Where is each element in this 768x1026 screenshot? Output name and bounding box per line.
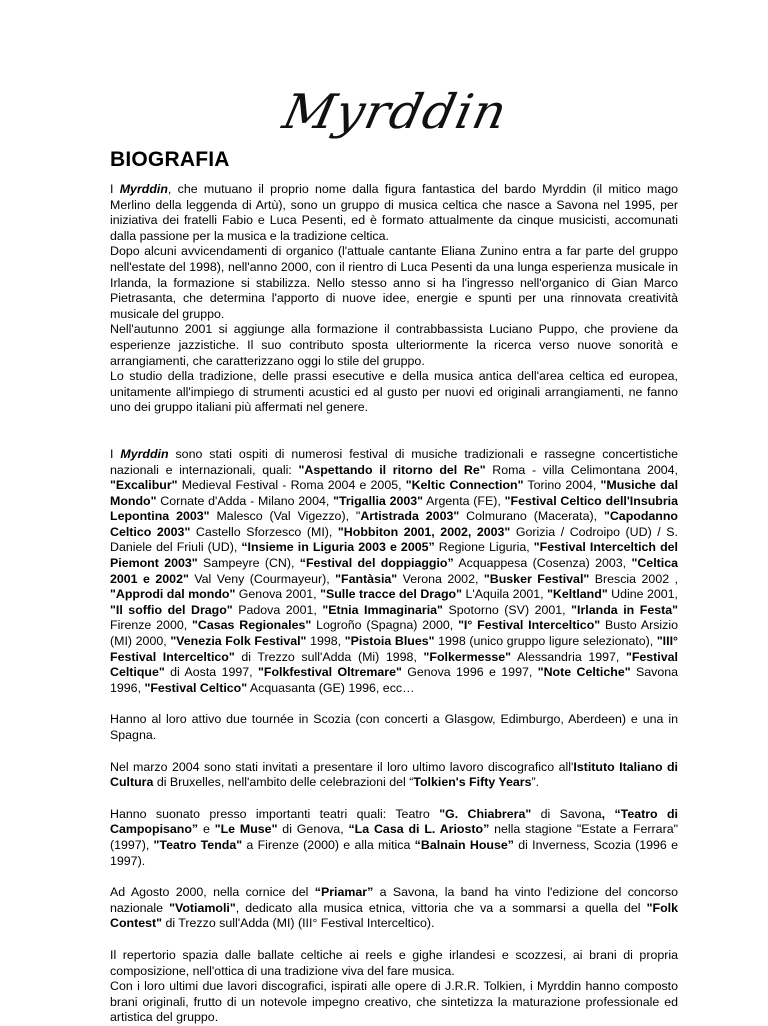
text-run: Savona 1996, <box>110 665 679 695</box>
text-run: Padova 2001, <box>232 602 323 617</box>
text-run: Roma - villa Celimontana 2004, <box>485 462 678 477</box>
bold-text-run: "Note Celtiche" <box>537 665 631 680</box>
bold-text-run: “Priamar” <box>314 885 374 900</box>
bold-text-run: "Venezia Folk Festival" <box>170 634 307 649</box>
text-run: Hanno suonato presso importanti teatri quali: Teatro <box>110 806 440 821</box>
bold-text-run: "Folkermesse" <box>423 649 512 664</box>
bold-text-run: "Trigallia 2003" <box>333 493 424 508</box>
bold-text-run: "Capodanno Celtico 2003" <box>110 509 679 539</box>
bold-text-run: “La Casa di L. Ariosto” <box>348 822 490 837</box>
text-run: Medieval Festival - Roma 2004 e 2005, <box>177 478 406 493</box>
text-run: Torino 2004, <box>523 478 601 493</box>
band-name: Myrddin <box>119 182 168 196</box>
spacer <box>110 744 678 760</box>
bold-text-run: "Festival Celtico" <box>144 680 248 695</box>
text-run: Colmurano (Macerata), <box>459 509 604 524</box>
bold-text-run: "Approdi dal mondo" <box>110 587 236 602</box>
bold-text-run: "Excalibur" <box>110 478 178 493</box>
bold-text-run: “Insieme in Liguria 2003 e 2005” <box>241 540 435 555</box>
paragraph-repertoire: Il repertorio spazia dalle ballate celtiche ai reels e gighe irlandesi e scozzesi, ai brani di propria composizione, nell'ottica di una tradizione viva del fare musica. <box>110 947 678 978</box>
bold-text-run: "Folk Contest" <box>110 900 678 931</box>
bold-text-run: "Il soffio del Drago" <box>110 602 233 617</box>
text-run: di Trezzo sull'Adda (Mi) 1998, <box>234 649 424 664</box>
spacer <box>110 869 678 885</box>
text-run: a Firenze (2000) e alla mitica <box>242 837 415 852</box>
spacer <box>110 932 678 948</box>
paragraph-luciano: Nell'autunno 2001 si aggiunge alla formazione il contrabbassista Luciano Puppo, che proviene da esperienze jazzistiche. Il suo contributo sposta ulteriormente la ricerca verso nuove sonorità e arrangiamenti, che caratterizzano oggi lo stile del gruppo. <box>110 322 678 368</box>
text-run: 1998, <box>306 634 345 649</box>
bold-text-run: "Pistoia Blues" <box>344 634 435 649</box>
document-body <box>110 182 678 1026</box>
text-run: e <box>198 822 215 837</box>
text-run: Spotorno (SV) 2001, <box>442 602 572 617</box>
text-run: , dedicato alla musica etnica, vittoria che va a sommarsi a quella del <box>235 900 647 915</box>
paragraph-tolkien-works: Con i loro ultimi due lavori discografici, ispirati alle opere di J.R.R. Tolkien, i Myrddin hanno composto brani originali, frutto di un notevole impegno creativo, che sintetizza la maturazione professionale ed artistica del gruppo. <box>110 979 678 1025</box>
bold-text-run: “Festival del doppiaggio” <box>299 556 454 571</box>
text-run: Brescia 2002 , <box>589 571 679 586</box>
text-run: di Inverness, Scozia (1996 e 1997). <box>110 837 678 868</box>
bold-text-run: "Busker Festival" <box>483 571 590 586</box>
paragraph-bruxelles <box>110 760 678 791</box>
text-run: L'Aquila 2001, <box>462 587 548 602</box>
bold-text-run: "Keltic Connection" <box>405 478 524 493</box>
bold-text-run: "Celtica 2001 e 2002" <box>110 556 678 586</box>
text-run: di Genova, <box>277 822 349 837</box>
bold-text-run: "Musiche dal Mondo" <box>110 478 679 508</box>
text-run: di Aosta 1997, <box>164 665 258 680</box>
bold-text-run: "Hobbiton 2001, 2002, 2003" <box>337 524 511 539</box>
text-run: nella stagione "Estate a Ferrara" (1997), <box>110 822 678 852</box>
bold-text-run: "Sulle tracce del Drago" <box>320 587 462 602</box>
bold-text-run: "III° Festival Interceltico" <box>110 634 678 664</box>
text-run: Logroño (Spagna) 2000, <box>311 618 459 633</box>
bold-text-run: "Keltland" <box>547 587 608 602</box>
bold-text-run: "Etnia Immaginaria" <box>322 602 443 617</box>
bold-text-run: "Le Muse" <box>214 822 278 837</box>
text-run: Firenze 2000, <box>110 618 193 633</box>
text-run: Ad Agosto 2000, nella cornice del <box>110 885 315 900</box>
text-run: Genova 1996 e 1997, <box>401 665 538 680</box>
text-run: di Trezzo sull'Adda (MI) (III° Festival Interceltico). <box>162 916 435 931</box>
text-run: Argenta (FE), <box>423 493 505 508</box>
bold-text-run: , “Teatro di Campopisano” <box>110 806 678 837</box>
spacer <box>110 696 678 712</box>
bold-text-run: Myrddin <box>120 446 169 461</box>
text-run: Castello Sforzesco (MI), <box>190 524 338 539</box>
text-run: di Bruxelles, nell'ambito delle celebrazioni del “ <box>153 775 414 790</box>
text-run: Sampeyre (CN), <box>197 556 300 571</box>
paragraph-history: Dopo alcuni avvicendamenti di organico (l'attuale cantante Eliana Zunino entra a far parte del gruppo nell'estate del 1998), nell'anno 2000, con il rientro di Luca Pesenti da una lunga esperienza musicale in Irlanda, la formazione si stabilizza. Nello stesso anno si ha l'ingresso nell'organico di Gian Marco Pietrasanta, che determina l'apporto di nuove idee, energie e spunti per una rinnovata creatività musicale del gruppo. <box>110 244 678 321</box>
bold-text-run: "Festival Celtico dell'Insubria Lepontina 2003" <box>110 493 679 524</box>
text-run: di Savona <box>531 806 602 821</box>
spacer <box>110 416 678 447</box>
text-run: Cornate d'Adda - Milano 2004, <box>156 493 334 508</box>
bold-text-run: "Votiamoli" <box>169 900 236 915</box>
text-run: I <box>110 446 121 461</box>
text-run: Nel marzo 2004 sono stati invitati a presentare il loro ultimo lavoro discografico all' <box>110 759 574 774</box>
myrddin-logo: Myrddin <box>277 84 513 140</box>
bold-text-run: Istituto Italiano di Cultura <box>110 759 678 790</box>
bold-text-run: Tolkien's Fifty Years <box>413 775 532 790</box>
text-run: sono stati ospiti di numerosi festival di musiche tradizionali e rassegne concertistiche nazionali e internazionali, quali: <box>110 446 678 477</box>
text-run: a Savona, la band ha vinto l'edizione del concorso nazionale <box>110 885 678 915</box>
spacer <box>110 791 678 807</box>
bold-text-run: "I° Festival Interceltico" <box>458 618 601 633</box>
paragraph-tours: Hanno al loro attivo due tournée in Scozia (con concerti a Glasgow, Edimburgo, Aberdeen) e una in Spagna. <box>110 712 678 742</box>
bold-text-run: "Festival Interceltich del Piemont 2003" <box>110 540 678 571</box>
paragraph-tradition: Lo studio della tradizione, delle prassi esecutive e della musica antica dell'area celtica ed europea, unitamente all'impiego di strumenti acustici ed al gusto per nuovi ed originali arrangiamenti, ne fanno uno dei gruppo italiani più affermati nel genere. <box>110 369 678 415</box>
paragraph-festivals <box>110 447 678 697</box>
bold-text-run: "G. Chiabrera" <box>439 806 532 821</box>
bold-text-run: "Folkfestival Oltremare" <box>258 665 402 680</box>
text-run: Regione Liguria, <box>434 540 534 555</box>
text-run: Acquasanta (GE) 1996, ecc… <box>247 680 415 695</box>
text-run: Val Veny (Courmayeur), <box>188 571 336 586</box>
text-run: ”. <box>531 775 540 790</box>
text-run: Verona 2002, <box>397 571 484 586</box>
text-run: Alessandria 1997, <box>511 649 626 664</box>
bold-text-run: "Festival Celtique" <box>110 649 678 680</box>
text-run: Acquappesa (Cosenza) 2003, <box>453 556 632 571</box>
text-run: Busto Arsizio (MI) 2000, <box>110 618 678 649</box>
text-run: Udine 2001, <box>607 587 678 602</box>
bold-text-run: “Balnain House” <box>414 837 514 852</box>
text-run: Malesco (Val Vigezzo), " <box>209 509 361 524</box>
bold-text-run: Artistrada 2003" <box>360 509 460 524</box>
bold-text-run: "Aspettando il ritorno del Re" <box>298 462 486 477</box>
bold-text-run: "Teatro Tenda" <box>153 837 243 852</box>
paragraph-theatres <box>110 807 678 869</box>
page-title: BIOGRAFIA <box>110 148 230 171</box>
bold-text-run: "Casas Regionales" <box>192 618 312 633</box>
paragraph-intro: I Myrddin, che mutuano il proprio nome dalla figura fantastica del bardo Myrddin (il mitico mago Merlino della leggenda di Artù), sono un gruppo di musica celtica che nasce a Savona nel 1995, per iniziativa dei fratelli Fabio e Luca Pesenti, ed è formato attualmente da cinque musicisti, accomunati dalla passione per la musica e la tradizione celtica. <box>110 182 679 243</box>
paragraph-award <box>110 885 678 932</box>
text-run: Genova 2001, <box>235 587 321 602</box>
text-run: Gorizia / Codroipo (UD) / S. Daniele del Friuli (UD), <box>110 524 678 555</box>
text-run: 1998 (unico gruppo ligure selezionato), <box>434 634 657 649</box>
bold-text-run: "Irlanda in Festa" <box>571 602 679 617</box>
bold-text-run: "Fantàsia" <box>335 571 398 586</box>
